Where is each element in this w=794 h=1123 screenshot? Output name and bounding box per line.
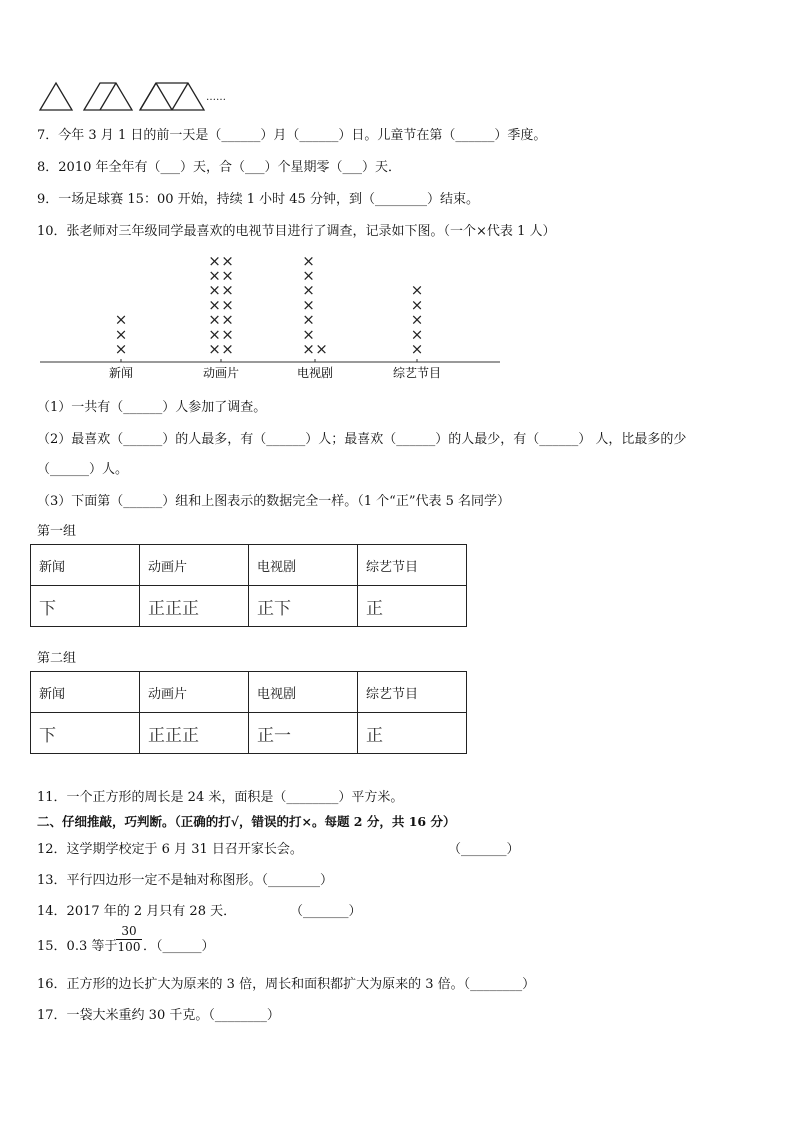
header-cell: 新闻: [31, 545, 140, 586]
tally-mark: ×: [208, 310, 221, 329]
header-cell: 电视剧: [249, 545, 358, 586]
tally-mark: ×: [221, 281, 234, 300]
question-11: 11．一个正方形的周长是 24 米，面积是（________）平方米。: [37, 790, 404, 805]
header-cell: 新闻: [31, 672, 140, 713]
question-10-2: （2）最喜欢（______）的人最多，有（______）人；最喜欢（______）的人最少，有（______） 人，比最多的少: [37, 432, 687, 447]
header-cell: 综艺节目: [358, 545, 467, 586]
question-10-1: （1）一共有（______）人参加了调查。: [37, 400, 267, 415]
tally-mark: ×: [302, 310, 315, 329]
tally-mark: ×: [208, 295, 221, 314]
tally-mark: ×: [302, 325, 315, 344]
fraction-numerator: 30: [116, 924, 142, 940]
tally-mark: ×: [410, 310, 424, 329]
group1-table: [30, 544, 467, 627]
question-8: 8．2010 年全年有（___）天，合（___）个星期零（___）天．: [37, 160, 401, 175]
tally-mark: ×: [410, 295, 424, 314]
question-12: 12．这学期学校定于 6 月 31 日召开家长会。: [37, 842, 303, 857]
header-cell: 动画片: [140, 672, 249, 713]
group1-title: 第一组: [37, 524, 77, 539]
section-2-heading: 二、仔细推敲，巧判断。（正确的打√，错误的打×。每题 2 分，共 16 分）: [37, 814, 456, 829]
question-15-answer: ．（______）: [143, 939, 215, 954]
tally-cell: 正正正: [140, 586, 249, 627]
question-14-answer: （_______）: [290, 904, 362, 919]
tally-cell: 正正正: [140, 713, 249, 754]
tally-mark: ×: [302, 251, 315, 270]
tally-mark: ×: [302, 295, 315, 314]
tally-mark: ×: [208, 281, 221, 300]
tally-mark: ×: [315, 340, 328, 358]
tally-mark: ×: [208, 340, 221, 358]
question-10-3: （3）下面第（______）组和上图表示的数据完全一样。（1 个“正”代表 5 名同学）: [37, 494, 511, 509]
tally-mark: ×: [302, 281, 315, 300]
tally-cell: 下: [31, 586, 140, 627]
ellipsis: ……: [206, 92, 226, 103]
question-10: 10．张老师对三年级同学最喜欢的电视节目进行了调查，记录如下图。（一个×代表 1 人）: [37, 224, 556, 239]
tally-mark: ×: [410, 325, 424, 344]
tally-mark: ×: [221, 266, 234, 285]
tally-mark: ×: [221, 295, 234, 314]
question-17: 17．一袋大米重约 30 千克。（________）: [37, 1008, 280, 1023]
tally-mark: ×: [114, 310, 128, 329]
question-10-2-cont: （______）人。: [37, 462, 129, 477]
fraction-denominator: 100: [117, 940, 141, 954]
tally-mark: ×: [221, 251, 234, 270]
tally-mark: ×: [208, 266, 221, 285]
triangle-1: [40, 83, 72, 110]
question-14: 14．2017 年的 2 月只有 28 天．: [37, 904, 237, 919]
tally-mark: ×: [221, 310, 234, 329]
category-label: 综艺节目: [392, 366, 442, 380]
tally-mark: ×: [114, 325, 128, 344]
tally-mark: ×: [302, 266, 315, 285]
header-cell: 综艺节目: [358, 672, 467, 713]
question-12-answer: （_______）: [448, 842, 520, 857]
tally-cell: 正: [358, 586, 467, 627]
tally-mark: ×: [410, 281, 424, 300]
tally-cell: 正下: [249, 586, 358, 627]
triangle-pattern: [38, 80, 208, 112]
header-cell: 电视剧: [249, 672, 358, 713]
group2-title: 第二组: [37, 651, 77, 666]
tally-mark: ×: [221, 340, 234, 358]
question-7: 7．今年 3 月 1 日的前一天是（______）月（______）日。儿童节在第（______）季度。: [37, 128, 547, 143]
tally-chart: [40, 245, 510, 385]
triangle-3: [140, 83, 204, 110]
category-label: 新闻: [108, 366, 134, 380]
category-label: 动画片: [202, 366, 240, 380]
tally-mark: ×: [302, 340, 315, 358]
tally-mark: ×: [114, 340, 128, 358]
tally-mark: ×: [208, 251, 221, 270]
question-9: 9．一场足球赛 15：00 开始，持续 1 小时 45 分钟，到（________）结束。: [37, 192, 479, 207]
tally-cell: 正一: [249, 713, 358, 754]
question-16: 16．正方形的边长扩大为原来的 3 倍，周长和面积都扩大为原来的 3 倍。（________）: [37, 977, 536, 992]
group2-table: [30, 671, 467, 754]
tally-mark: ×: [221, 325, 234, 344]
tally-cell: 下: [31, 713, 140, 754]
question-13: 13．平行四边形一定不是轴对称图形。（________）: [37, 873, 334, 888]
category-label: 电视剧: [296, 366, 334, 380]
tally-cell: 正: [358, 713, 467, 754]
tally-mark: ×: [208, 325, 221, 344]
question-15: 15．0.3 等于: [37, 939, 118, 954]
fraction: [116, 924, 142, 954]
tally-mark: ×: [410, 340, 424, 358]
header-cell: 动画片: [140, 545, 249, 586]
